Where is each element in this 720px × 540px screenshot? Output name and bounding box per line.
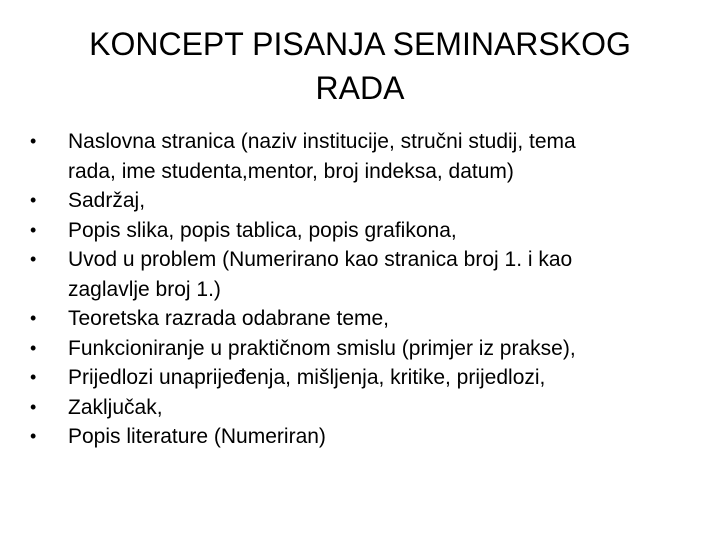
list-item bbox=[30, 334, 710, 364]
bullet-icon: • bbox=[30, 396, 37, 417]
list-item bbox=[30, 216, 710, 246]
list-item bbox=[30, 127, 710, 186]
list-item bbox=[30, 363, 710, 393]
slide-title bbox=[60, 22, 660, 110]
list-item-text: Funkcioniranje u praktičnom smislu (primjer iz prakse), bbox=[68, 336, 576, 360]
list-item-text: Sadržaj, bbox=[68, 189, 146, 212]
bullet-icon: • bbox=[30, 190, 37, 210]
bullet-icon: • bbox=[30, 308, 37, 328]
bullet-icon: • bbox=[30, 337, 37, 358]
list-item-text-continued: zaglavlje broj 1.) bbox=[68, 277, 221, 301]
list-item-text: Zaključak, bbox=[68, 395, 163, 419]
list-item bbox=[30, 304, 710, 334]
list-item bbox=[30, 186, 710, 216]
list-item-text: Popis slika, popis tablica, popis grafikona, bbox=[68, 218, 457, 242]
list-item bbox=[30, 422, 710, 452]
list-item-text: Naslovna stranica (naziv institucije, stručni studij, tema bbox=[68, 130, 576, 153]
bullet-icon: • bbox=[30, 367, 37, 387]
bullet-icon: • bbox=[30, 426, 37, 446]
list-item-text: Popis literature (Numeriran) bbox=[68, 425, 326, 448]
title-line-2: RADA bbox=[315, 70, 405, 106]
list-item-text-continued: rada, ime studenta,mentor, broj indeksa, datum) bbox=[68, 159, 514, 183]
list-item-text: Uvod u problem (Numerirano kao stranica broj 1. i kao bbox=[68, 248, 573, 271]
list-item bbox=[30, 393, 710, 423]
bullet-icon: • bbox=[30, 249, 37, 269]
list-item-text: Prijedlozi unaprijeđenja, mišljenja, kritike, prijedlozi, bbox=[68, 366, 546, 389]
bullet-icon: • bbox=[30, 219, 37, 240]
list-item-text: Teoretska razrada odabrane teme, bbox=[68, 307, 390, 330]
bullet-list bbox=[30, 127, 710, 452]
list-item bbox=[30, 245, 710, 304]
title-line-1: KONCEPT PISANJA SEMINARSKOG bbox=[89, 26, 631, 62]
bullet-icon: • bbox=[30, 131, 37, 151]
